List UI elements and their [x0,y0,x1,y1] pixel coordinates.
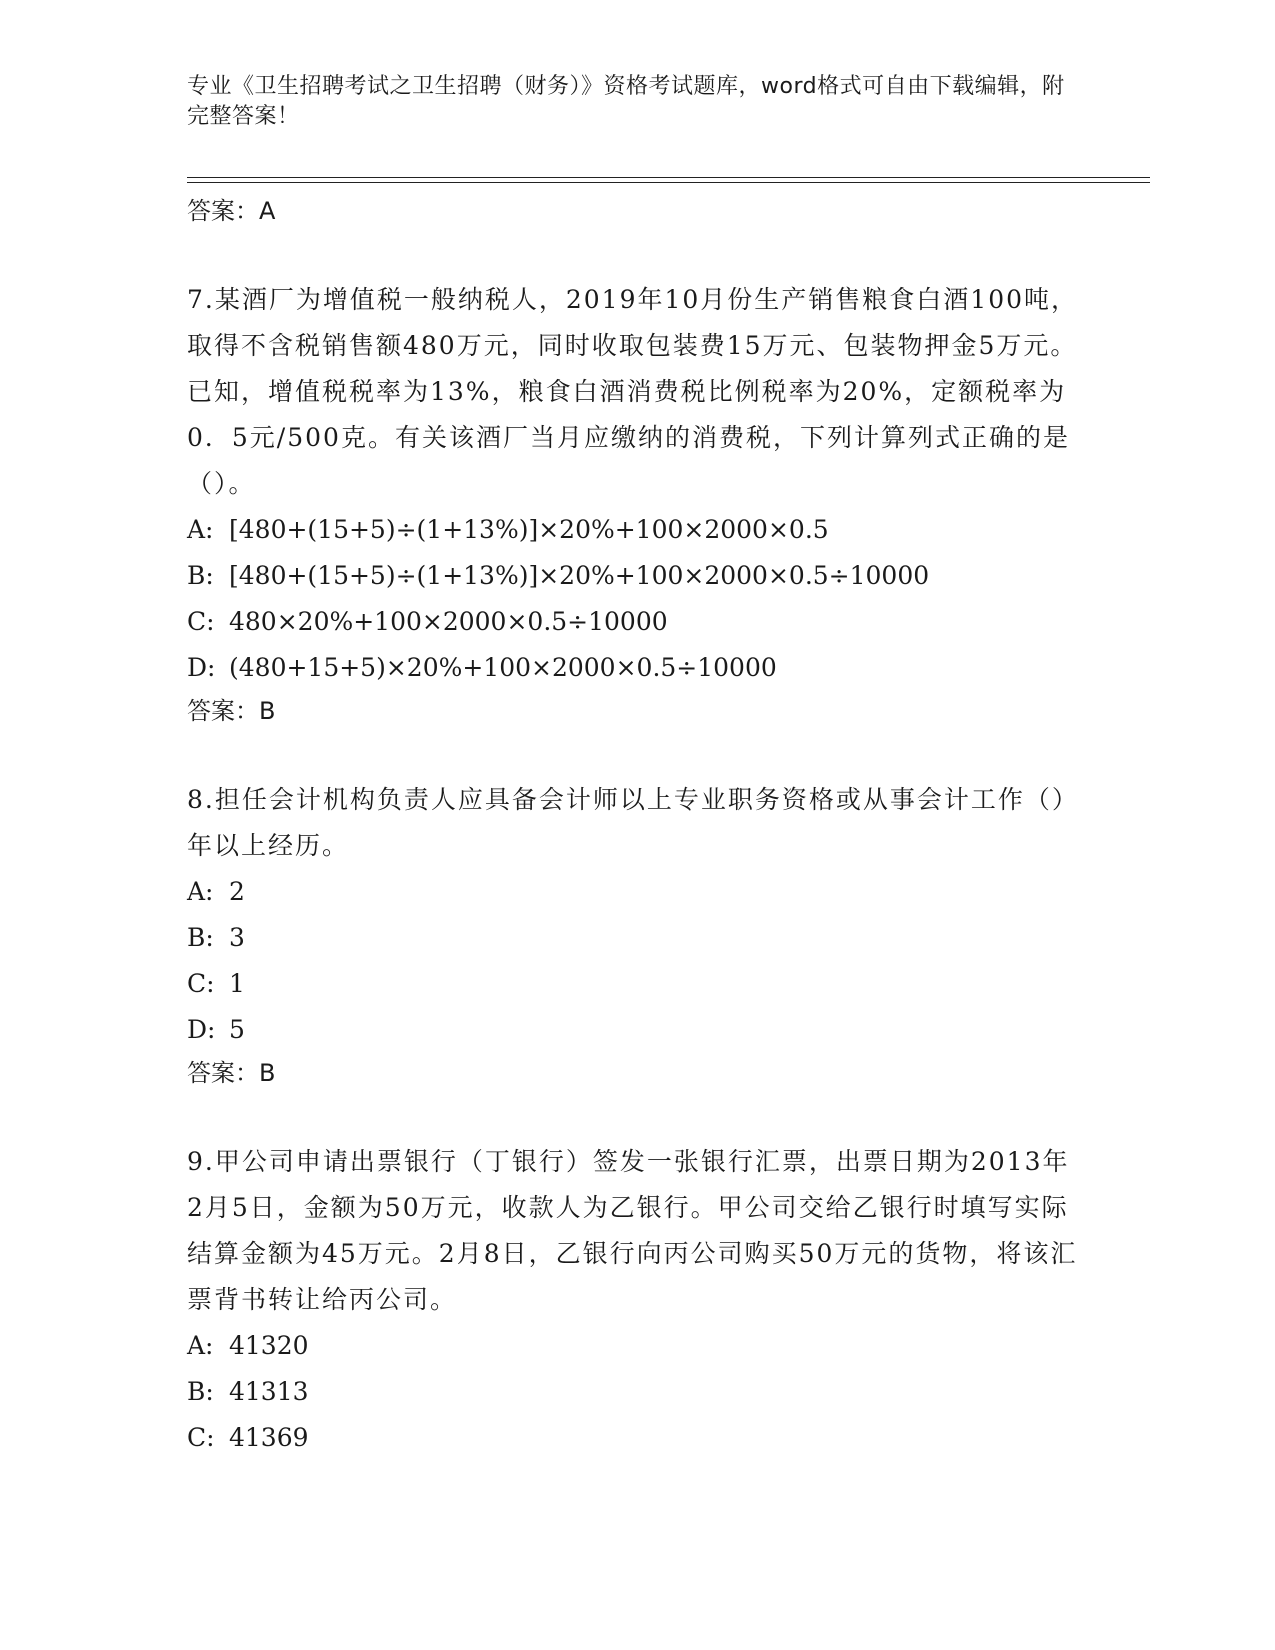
answer-line: 答案：A [187,197,276,225]
option-a [187,1323,1087,1369]
option-d [187,1007,1087,1053]
option-text: 5 [229,1015,245,1044]
answer-line: 答案：B [187,697,276,725]
question-block [187,777,1087,1093]
option-text: 1 [229,969,245,998]
option-a [187,507,1087,553]
option-letter: A: [187,877,214,906]
option-text: [480+(15+5)÷(1+13%)]×20%+100×2000×0.5÷10000 [229,561,930,590]
question-stem: 7.某酒厂为增值税一般纳税人，2019年10月份生产销售粮食白酒100吨，取得不含税销售额480万元，同时收取包装费15万元、包装物押金5万元。已知，增值税税率为13%，粮食白酒消费税比例税率为20%，定额税率为0．5元/500克。有关该酒厂当月应缴纳的消费税，下列计算列式正确的是（）。 [187,285,1079,498]
option-letter: B: [187,923,214,952]
option-c [187,599,1087,645]
option-b [187,1369,1087,1415]
option-b [187,915,1087,961]
option-b [187,553,1087,599]
question-stem: 9.甲公司申请出票银行（丁银行）签发一张银行汇票，出票日期为2013年2月5日，金额为50万元，收款人为乙银行。甲公司交给乙银行时填写实际结算金额为45万元。2月8日，乙银行向丙公司购买50万元的货物，将该汇票背书转让给丙公司。 [187,1147,1078,1314]
document-header-note: 专业《卫生招聘考试之卫生招聘（财务）》资格考试题库，word格式可自由下载编辑，附完整答案！ [187,74,1065,129]
option-letter: B: [187,1377,214,1406]
header-double-rule [187,177,1150,183]
question-block [187,1139,1087,1461]
option-text: 2 [229,877,245,906]
option-letter: A: [187,1331,214,1360]
question-block [187,277,1087,731]
option-text: 41313 [229,1377,309,1406]
option-text: 41369 [229,1423,309,1452]
option-c [187,1415,1087,1461]
option-c [187,961,1087,1007]
option-letter: B: [187,561,214,590]
option-a [187,869,1087,915]
option-letter: C: [187,1423,215,1452]
question-stem: 8.担任会计机构负责人应具备会计师以上专业职务资格或从事会计工作（）年以上经历。 [187,785,1079,860]
option-letter: A: [187,515,214,544]
document-body [187,191,1087,1461]
option-letter: D: [187,653,216,682]
answer-line: 答案：B [187,1059,276,1087]
option-text: (480+15+5)×20%+100×2000×0.5÷10000 [229,653,777,682]
option-text: [480+(15+5)÷(1+13%)]×20%+100×2000×0.5 [229,515,829,544]
option-text: 480×20%+100×2000×0.5÷10000 [229,607,668,636]
option-text: 3 [229,923,245,952]
option-letter: C: [187,969,215,998]
option-letter: D: [187,1015,216,1044]
option-text: 41320 [229,1331,309,1360]
option-d [187,645,1087,691]
option-letter: C: [187,607,215,636]
